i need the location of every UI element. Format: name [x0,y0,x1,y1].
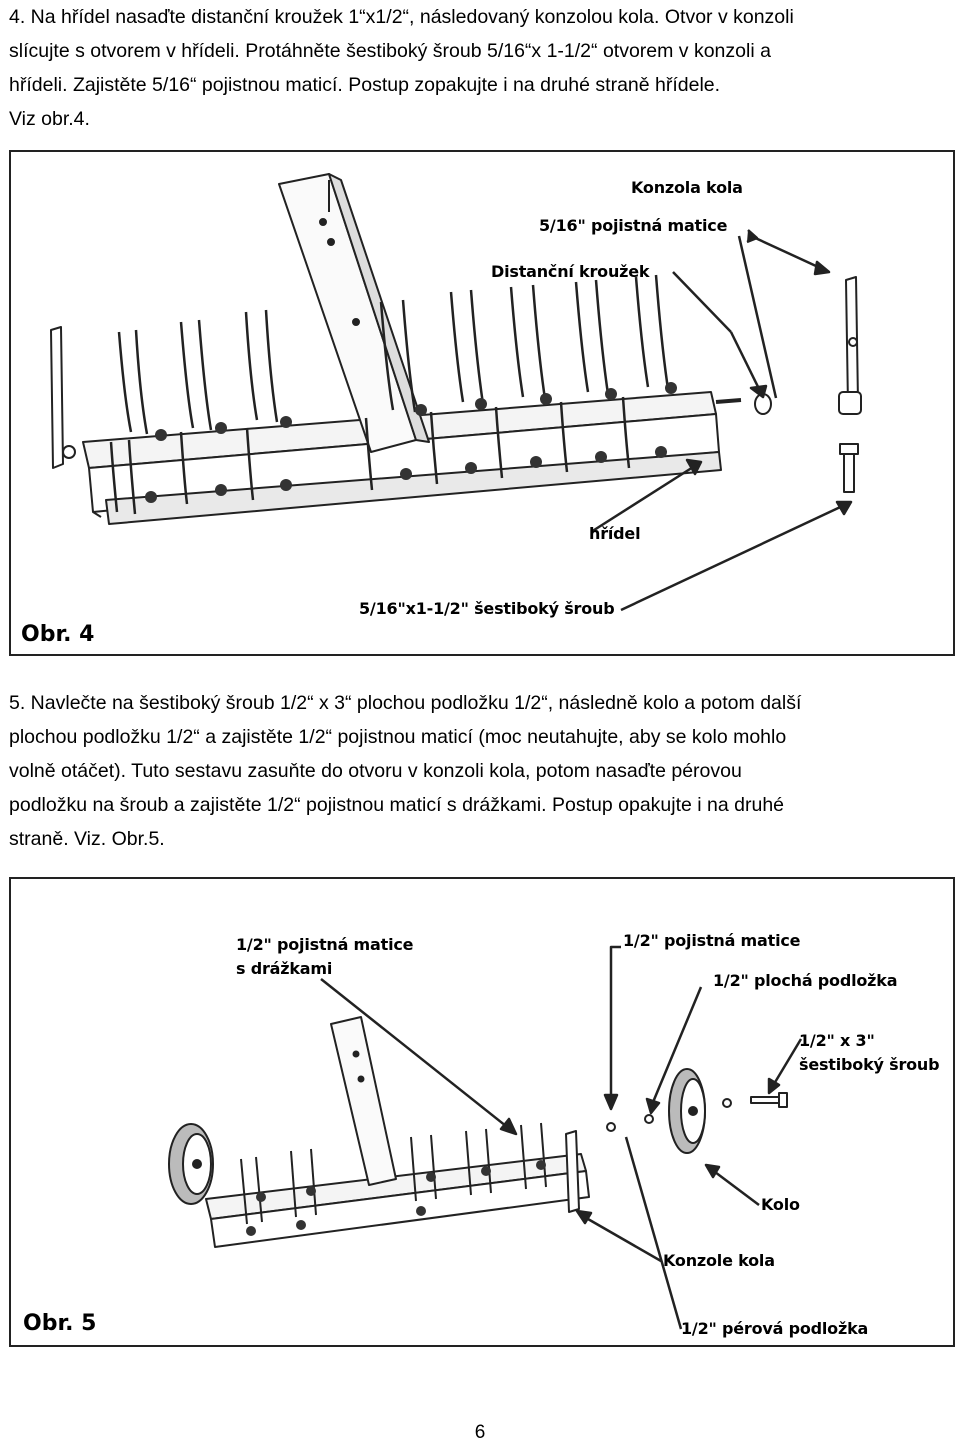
paragraph-line: podložku na šroub a zajistěte 1/2“ pojistnou maticí s drážkami. Postup opakujte i na druhé [9,794,785,816]
paragraph-line: hřídeli. Zajistěte 5/16“ pojistnou maticí. Postup zopakujte i na druhé straně hřídele. [9,74,721,96]
label-sroub-2: šestiboký šroub [799,1055,940,1074]
label-pojistna-matice: 1/2" pojistná matice [623,931,801,950]
paragraph-line: straně. Viz. Obr.5. [9,828,165,850]
label-pojistna-matice: 5/16" pojistná matice [539,216,728,235]
step-5-paragraph [9,686,954,856]
label-matice-drazky-1: 1/2" pojistná matice [236,935,414,954]
label-kolo: Kolo [761,1195,800,1214]
paragraph-line: volně otáčet). Tuto sestavu zasuňte do otvoru v konzoli kola, potom nasaďte pérovou [9,760,742,782]
aerator-assembly-drawing-5 [11,879,955,1347]
paragraph-line: slícujte s otvorem v hřídeli. Protáhněte šestiboký šroub 5/16“x 1-1/2“ otvorem v konzoli a [9,40,771,62]
paragraph-line: 4. Na hřídel nasaďte distanční kroužek 1“x1/2“, následovaný konzolou kola. Otvor v konzoli [9,6,794,28]
step-4-paragraph [9,0,954,136]
label-konzola-kola: Konzola kola [631,178,743,197]
aerator-assembly-drawing-4 [11,152,955,656]
figure-5 [9,877,955,1347]
label-sroub: 5/16"x1-1/2" šestiboký šroub [359,599,615,618]
paragraph-line: 5. Navlečte na šestiboký šroub 1/2“ x 3“ plochou podložku 1/2“, následně kolo a potom další [9,692,802,714]
figure-4 [9,150,955,656]
paragraph-line: Viz obr.4. [9,108,90,130]
label-sroub-1: 1/2" x 3" [799,1031,875,1050]
paragraph-line: plochou podložku 1/2“ a zajistěte 1/2“ pojistnou maticí (moc neutahujte, aby se kolo mohlo [9,726,787,748]
label-hridel: hřídel [589,524,641,543]
figure-caption: Obr. 5 [23,1311,97,1336]
label-distancni-krouzek: Distanční kroužek [491,262,650,281]
label-matice-drazky-2: s drážkami [236,959,333,978]
figure-caption: Obr. 4 [21,622,95,647]
label-perova-podlozka: 1/2" pérová podložka [681,1319,869,1338]
label-plocha-podlozka: 1/2" plochá podložka [713,971,898,990]
page-number: 6 [474,1422,486,1443]
label-konzole-kola: Konzole kola [663,1251,775,1270]
